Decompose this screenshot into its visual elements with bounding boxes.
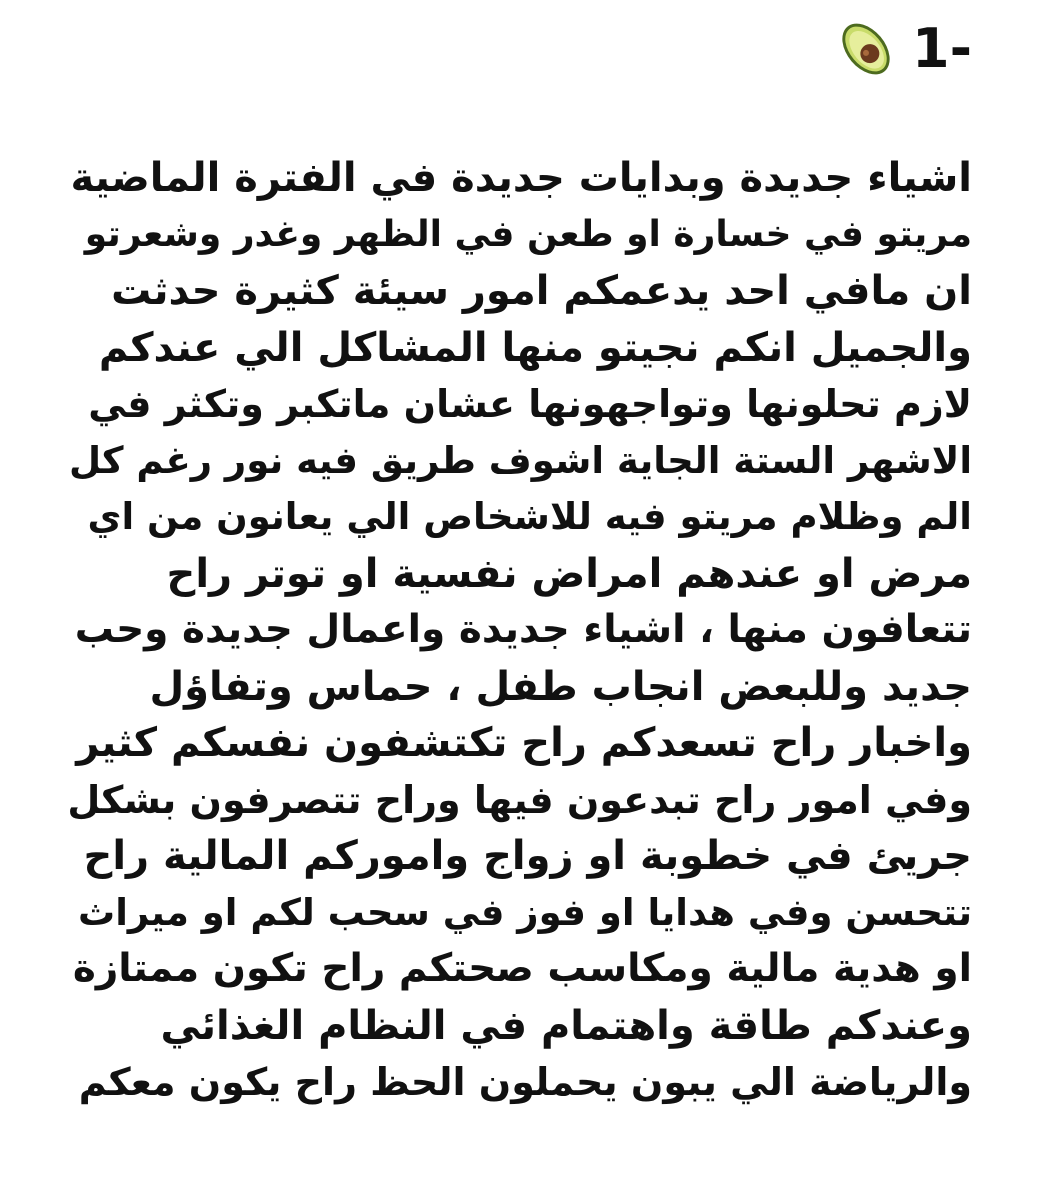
text-line: اشياء جديدة وبدايات جديدة في الفترة الماضية (70, 155, 972, 201)
text-line: والجميل انكم نجيتو منها المشاكل الي عندكم (98, 324, 972, 371)
text-line: الاشهر الستة الجاية اشوف طريق فيه نور رغم كل (69, 438, 972, 482)
text-line: الم وظلام مريتو فيه للاشخاص الي يعانون من اي (87, 495, 972, 538)
text-line: لازم تحلونها وتواجهونها عشان ماتكبر وتكثر في (88, 382, 972, 426)
section-number: 1- (912, 17, 972, 80)
avocado-icon (834, 17, 898, 81)
text-line: مريتو في خسارة او طعن في الظهر وغدر وشعرتو (84, 213, 972, 255)
text-line: جديد وللبعض انجاب طفل ، حماس وتفاؤل (149, 663, 972, 710)
text-line: تتحسن وفي هدايا او فوز في سحب لكم او ميراث (78, 890, 972, 934)
text-line: وعندكم طاقة واهتمام في النظام الغذائي (160, 1002, 972, 1049)
text-line: جريئ في خطوبة او زواج واموركم المالية راح (83, 833, 972, 879)
text-line: وفي امور راح تبدعون فيها وراح تتصرفون بشكل (67, 777, 972, 822)
text-line: مرض او عندهم امراض نفسية او توتر راح (166, 550, 972, 597)
header (834, 14, 972, 84)
body-text (67, 150, 972, 1111)
text-line: او هدية مالية ومكاسب صحتكم راح تكون ممتازة (72, 946, 972, 991)
text-line: والرياضة الي يبون يحملون الحظ راح يكون معكم (78, 1060, 972, 1104)
text-line: ان مافي احد يدعمكم امور سيئة كثيرة حدثت (111, 268, 972, 314)
text-line: تتعافون منها ، اشياء جديدة واعمال جديدة وحب (74, 607, 972, 652)
text-line: واخبار راح تسعدكم راح تكتشفون نفسكم كثير (76, 720, 972, 766)
